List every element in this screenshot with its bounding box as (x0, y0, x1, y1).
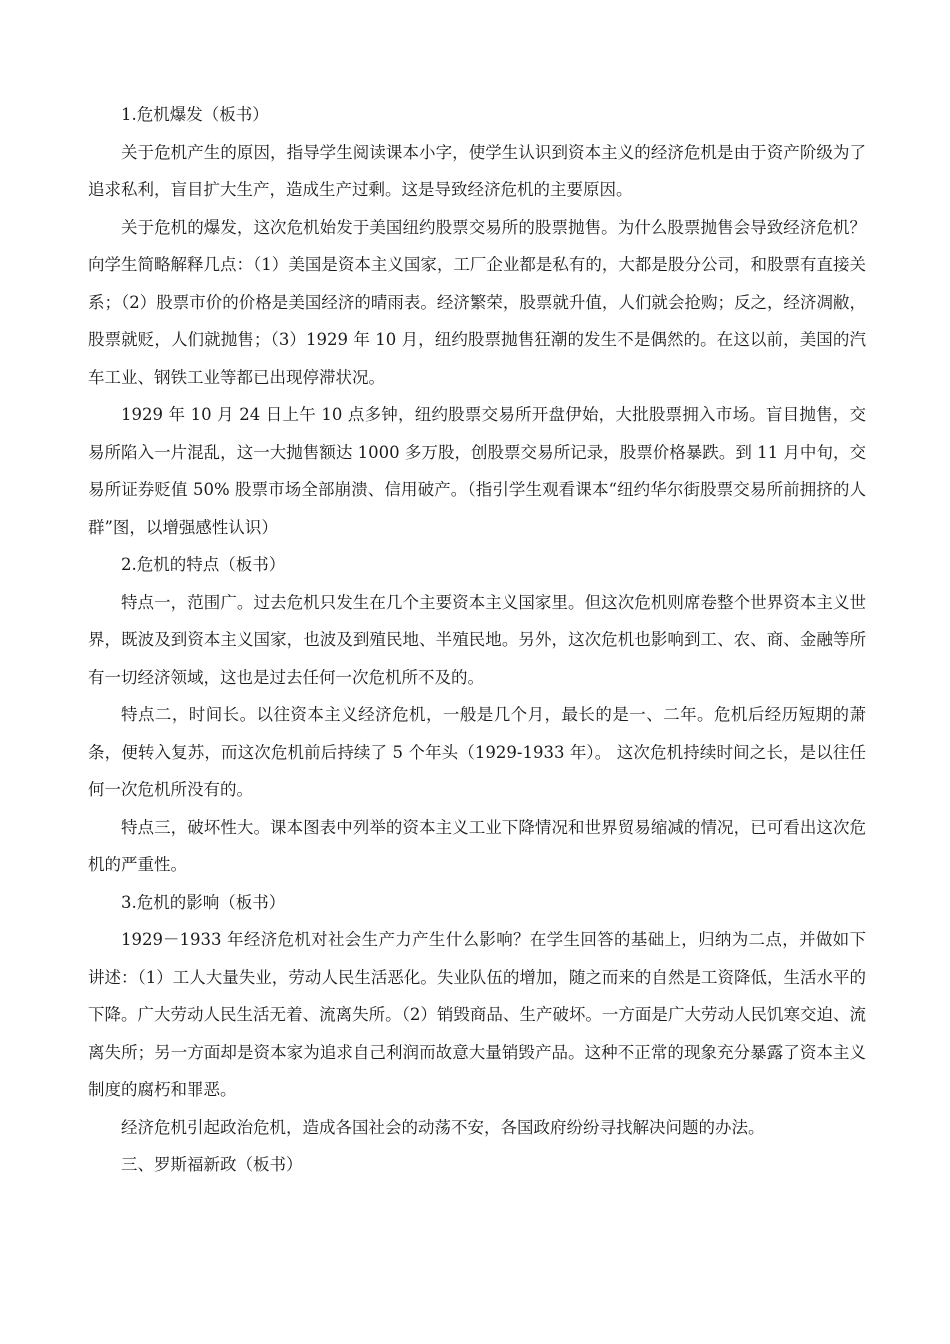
paragraph-feature-one: 特点一，范围广。过去危机只发生在几个主要资本主义国家里。但这次危机则席卷整个世界资本主义世界，既波及到资本主义国家，也波及到殖民地、半殖民地。另外，这次危机也影响到工、农、商、金融等所有一切经济领域，这也是过去任何一次危机所不及的。 (88, 592, 866, 687)
paragraph-crisis-impact: 1929－1933 年经济危机对社会生产力产生什么影响？在学生回答的基础上，归纳为二点，并做如下讲述：（1）工人大量失业，劳动人民生活恶化。失业队伍的增加，随之而来的自然是工资降低，生活水平的下降。广大劳动人民生活无着、流离失所。（2）销毁商品、生产破坏。一方面是广大劳动人民饥寒交迫、流离失所；另一方面却是资本家为追求自己利润而故意大量销毁产品。这种不正常的现象充分暴露了资本主义制度的腐朽和罪恶。 (88, 930, 866, 1099)
paragraph-crisis-cause: 关于危机产生的原因，指导学生阅读课本小字，使学生认识到资本主义的经济危机是由于资产阶级为了追求私利，盲目扩大生产，造成生产过剩。这是导致经济危机的主要原因。 (88, 142, 866, 199)
paragraph-crisis-outbreak: 关于危机的爆发，这次危机始发于美国纽约股票交易所的股票抛售。为什么股票抛售会导致经济危机？向学生简略解释几点：（1）美国是资本主义国家，工厂企业都是私有的，大都是股分公司，和股票有直接关系；（2）股票市价的价格是美国经济的晴雨表。经济繁荣，股票就升值，人们就会抢购；反之，经济凋敝，股票就贬，人们就抛售；（3）1929 年 10 月，纽约股票抛售狂潮的发生不是偶然的。在这以前，美国的汽车工业、钢铁工业等都已出现停滞状况。 (88, 217, 866, 387)
paragraph-feature-two: 特点二，时间长。以往资本主义经济危机，一般是几个月，最长的是一、二年。危机后经历短期的萧条，便转入复苏，而这次危机前后持续了 5 个年头（1929-1933 年）。 这次危机持续时间之长，是以往任何一次危机所没有的。 (88, 705, 866, 799)
heading-crisis-impact: 3.危机的影响（板书） (121, 892, 286, 912)
heading-crisis-outbreak: 1.危机爆发（板书） (121, 105, 269, 124)
paragraph-political-crisis: 经济危机引起政治危机，造成各国社会的动荡不安，各国政府纷纷寻找解决问题的办法。 (121, 1117, 765, 1137)
document-body (88, 96, 866, 1184)
paragraph-stock-crash: 1929 年 10 月 24 日上午 10 点多钟，纽约股票交易所开盘伊始，大批股票拥入市场。盲目抛售，交易所陷入一片混乱，这一大抛售额达 1000 多万股，创股票交易所记录，股票价格暴跌。到 11 月中旬，交易所证券贬值 50% 股票市场全部崩溃、信用破产。（指引学生观看课本“纽约华尔街股票交易所前拥挤的人群”图，以增强感性认识） (88, 405, 866, 537)
heading-new-deal: 三、罗斯福新政（板书） (121, 1155, 303, 1174)
paragraph-feature-three: 特点三，破坏性大。课本图表中列举的资本主义工业下降情况和世界贸易缩减的情况，已可看出这次危机的严重性。 (88, 817, 866, 874)
heading-crisis-features: 2.危机的特点（板书） (121, 555, 286, 574)
